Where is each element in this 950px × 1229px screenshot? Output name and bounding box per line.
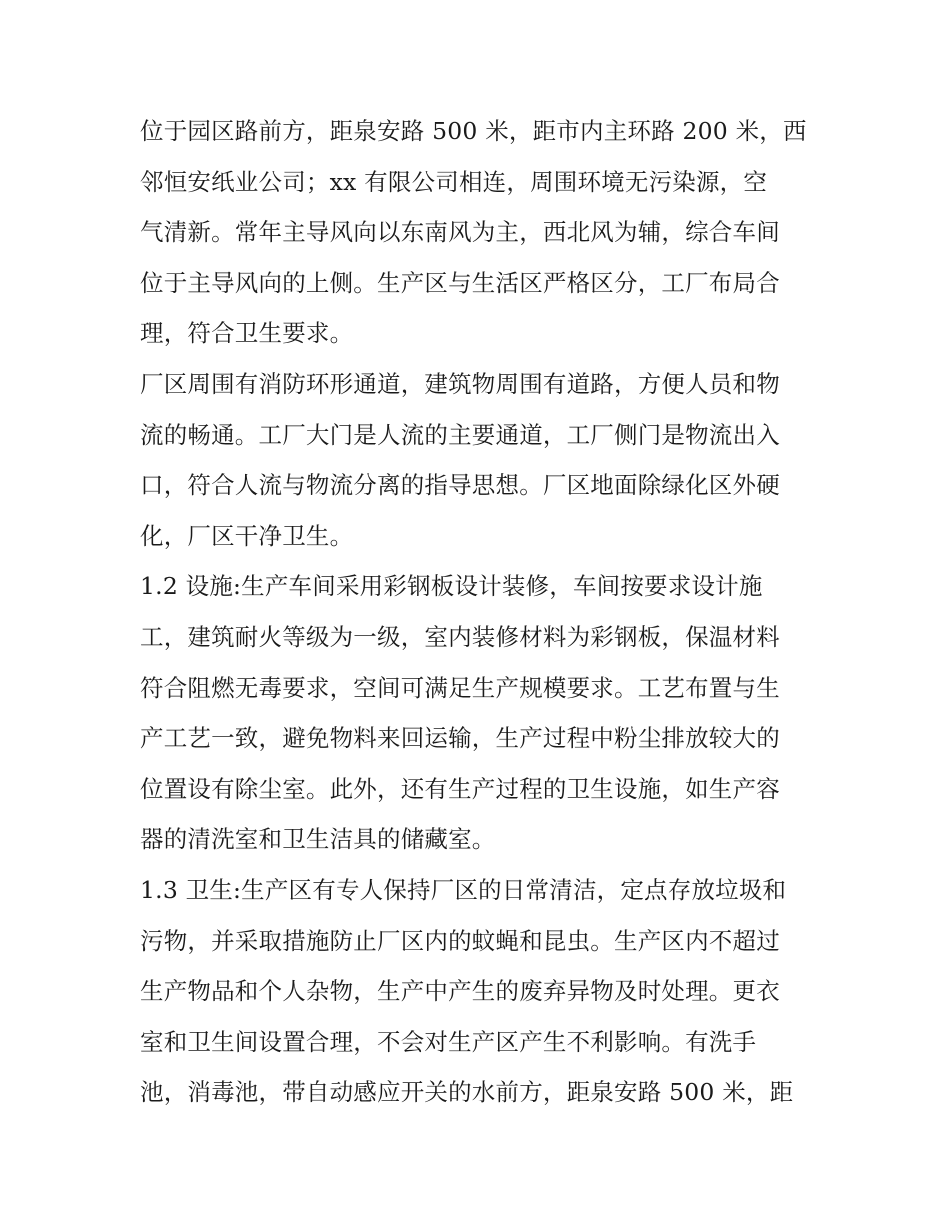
text-line: 符合阻燃无毒要求，空间可满足生产规模要求。工艺布置与生: [140, 673, 780, 702]
text-line: 厂区周围有消防环形通道，建筑物周围有道路，方便人员和物: [140, 369, 780, 398]
text-line: 池，消毒池，带自动感应开关的水前方，距泉安路 500 米，距: [140, 1078, 794, 1107]
text-line: 位于主导风向的上侧。生产区与生活区严格区分，工厂布局合: [140, 268, 780, 297]
text-line: 化，厂区干净卫生。: [140, 521, 354, 550]
text-line: 理，符合卫生要求。: [140, 319, 354, 348]
section-1-3-line: 1.3 卫生:生产区有专人保持厂区的日常清洁，定点存放垃圾和: [140, 875, 787, 904]
document-body: [140, 106, 820, 1118]
text-line: 气清新。常年主导风向以东南风为主，西北风为辅，综合车间: [140, 218, 780, 247]
text-line: 器的清洗室和卫生洁具的储藏室。: [140, 825, 496, 854]
text-line: 邻恒安纸业公司；xx 有限公司相连，周围环境无污染源，空: [140, 167, 768, 196]
text-line: 室和卫生间设置合理，不会对生产区产生不利影响。有洗手: [140, 1027, 757, 1056]
text-line: 产工艺一致，避免物料来回运输，生产过程中粉尘排放较大的: [140, 724, 780, 753]
text-line: 流的畅通。工厂大门是人流的主要通道，工厂侧门是物流出入: [140, 420, 780, 449]
text-line: 位于园区路前方，距泉安路 500 米，距市内主环路 200 米，西: [140, 117, 807, 145]
text-line: 生产物品和个人杂物，生产中产生的废弃异物及时处理。更衣: [140, 977, 780, 1006]
text-line: 工，建筑耐火等级为一级，室内装修材料为彩钢板，保温材料: [140, 622, 780, 651]
section-1-2-line: 1.2 设施:生产车间采用彩钢板设计装修，车间按要求设计施: [140, 572, 763, 601]
text-line: 位置设有除尘室。此外，还有生产过程的卫生设施，如生产容: [140, 774, 780, 803]
text-line: 口，符合人流与物流分离的指导思想。厂区地面除绿化区外硬: [140, 471, 780, 500]
text-line: 污物，并采取措施防止厂区内的蚊蝇和昆虫。生产区内不超过: [140, 926, 780, 955]
